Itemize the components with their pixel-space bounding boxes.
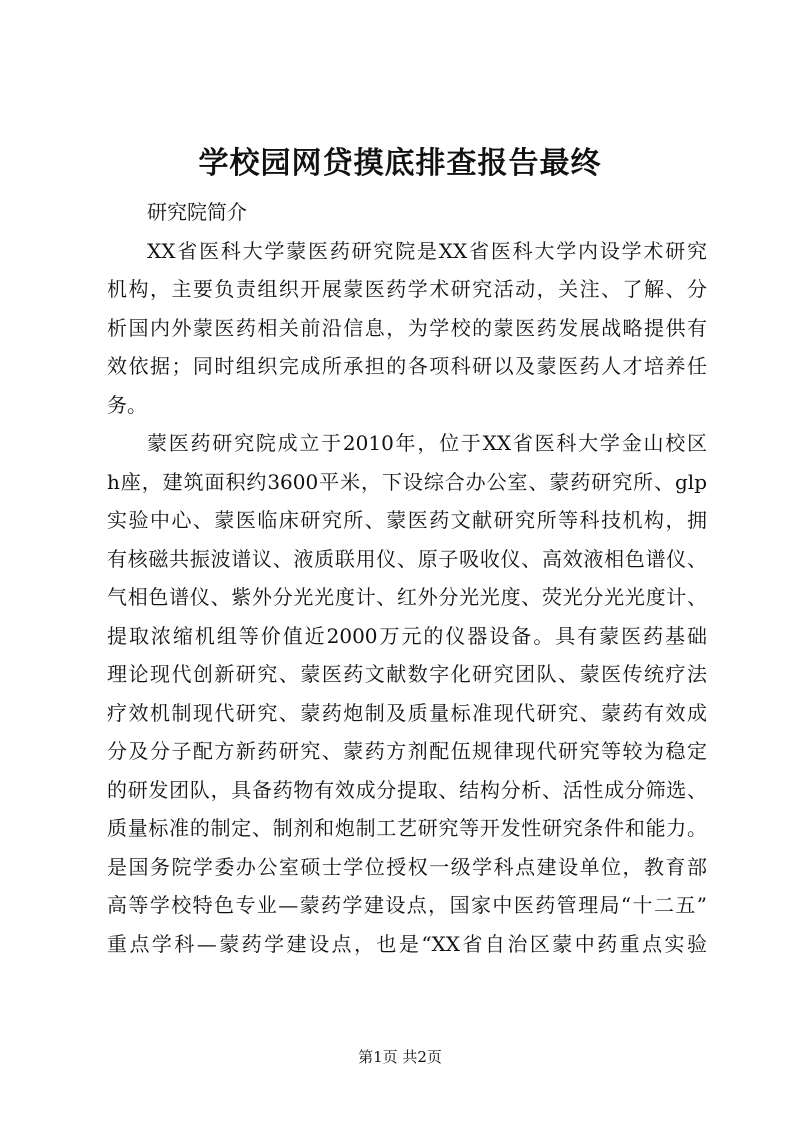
document-body: [107, 193, 707, 963]
text-line: 析国内外蒙医药相关前沿信息，为学校的蒙医药发展战略提供有: [107, 315, 707, 340]
text-line: 理论现代创新研究、蒙医药文献数字化研究团队、蒙医传统疗法: [107, 662, 707, 686]
text-line: 高等学校特色专业—蒙药学建设点，国家中医药管理局“十二五”: [107, 893, 707, 917]
text-line: 有核磁共振波谱议、液质联用仪、原子吸收仪、高效液相色谱仪、: [107, 546, 707, 571]
text-line: 气相色谱仪、紫外分光光度计、红外分光光度、荧光分光光度计、: [107, 585, 707, 609]
text-line: 是国务院学委办公室硕士学位授权一级学科点建设单位，教育部: [107, 854, 707, 879]
page-footer: 第1页 共2页: [358, 1048, 442, 1066]
text-line: 蒙医药研究院成立于2010年，位于XX省医科大学金山校区: [147, 431, 707, 455]
text-line: 务。: [107, 392, 147, 417]
text-line: 质量标准的制定、制剂和炮制工艺研究等开发性研究条件和能力。: [107, 816, 707, 840]
text-line: 提取浓缩机组等价值近2000万元的仪器设备。具有蒙医药基础: [107, 623, 707, 648]
text-line: 重点学科—蒙药学建设点，也是“XX省自治区蒙中药重点实验: [107, 931, 707, 956]
text-line: 研究院简介: [147, 200, 247, 224]
text-line: XX省医科大学蒙医药研究院是XX省医科大学内设学术研究: [147, 238, 707, 263]
text-line: 效依据；同时组织完成所承担的各项科研以及蒙医药人才培养任: [107, 354, 707, 378]
text-line: h座，建筑面积约3600平米，下设综合办公室、蒙药研究所、glp: [107, 469, 707, 494]
text-line: 分及分子配方新药研究、蒙药方剂配伍规律现代研究等较为稳定: [107, 739, 707, 763]
document-title: 学校园网贷摸底排查报告最终: [198, 146, 602, 181]
text-line: 实验中心、蒙医临床研究所、蒙医药文献研究所等科技机构，拥: [107, 508, 707, 532]
text-line: 机构，主要负责组织开展蒙医药学术研究活动，关注、了解、分: [107, 277, 707, 301]
text-line: 的研发团队，具备药物有效成分提取、结构分析、活性成分筛选、: [107, 777, 707, 802]
text-line: 疗效机制现代研究、蒙药炮制及质量标准现代研究、蒙药有效成: [107, 700, 707, 725]
